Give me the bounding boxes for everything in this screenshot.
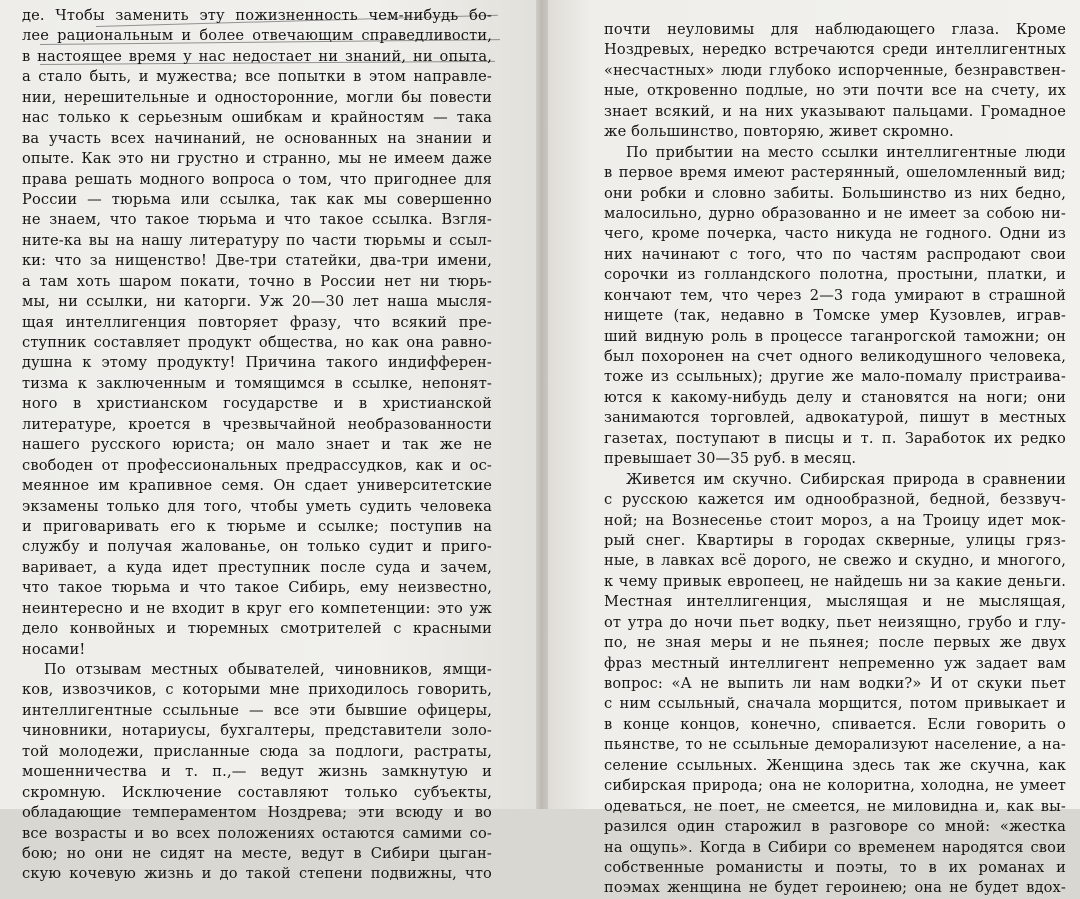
text-line: ные, в лавках всё дорого, не свежо и скудно, и многого, <box>604 552 1066 570</box>
text-line: все возрасты и во всех положениях остаются самими со- <box>22 824 492 842</box>
text-line: Ноздревых, нередко встречаются среди интеллигентных <box>604 41 1066 59</box>
text-line: ший видную роль в процессе таганрогской таможни; он <box>604 327 1066 345</box>
text-line: душна к этому продукту! Причина такого индифферен- <box>22 354 492 372</box>
text-line: экзамены только для того, чтобы уметь судить человека <box>22 497 492 515</box>
text-line: нашего русского юриста; он мало знает и так же не <box>22 436 492 454</box>
text-line: пьянстве, то не ссыльные деморализуют население, а на- <box>604 736 1066 754</box>
text-line: ки: что за нищенство! Две-три статейки, два-три имени, <box>22 252 492 270</box>
text-line: знает всякий, и на них указывают пальцами. Громадное <box>604 102 1066 120</box>
text-line: что такое тюрьма и что такое Сибирь, ему неизвестно, <box>22 579 492 597</box>
text-line: тоже из ссыльных); другие же мало-помалу пристраива- <box>604 368 1066 386</box>
text-line: скромную. Исключение составляют только субъекты, <box>22 783 492 801</box>
text-line: рый снег. Квартиры в городах скверные, улицы гряз- <box>604 531 1066 549</box>
text-line: был похоронен на счет одного великодушного человека, <box>604 348 1066 365</box>
text-line: носами! <box>22 640 86 658</box>
text-line: ной; на Вознесенье стоит мороз, а на Троицу идет мок- <box>604 511 1066 529</box>
text-line: чиновники, нотариусы, бухгалтеры, представители золо- <box>22 722 492 740</box>
text-line: газетах, поступают в писцы и т. п. Заработок их редко <box>604 429 1066 447</box>
text-line: почти неуловимы для наблюдающего глаза. Кроме <box>604 21 1066 38</box>
text-line: России — тюрьма или ссылка, так как мы совершенно <box>22 190 492 208</box>
text-line: а там хоть шаром покати, точно в России нет ни тюрь- <box>22 272 492 290</box>
right-page-text <box>604 20 1066 899</box>
text-line: тизма к заключенным и томящимся в ссылке, непонят- <box>22 374 492 392</box>
text-line: щая интеллигенция повторяет фразу, что всякий пре- <box>22 313 492 331</box>
text-line: ва участь всех начинаний, не основанных на знании и <box>22 129 492 147</box>
text-line: «несчастных» люди глубоко испорченные, безнравствен- <box>604 61 1066 79</box>
text-line: мы, ни ссылки, ни каторги. Уж 20—30 лет наша мысля- <box>22 293 492 311</box>
text-line: неинтересно и не входит в круг его компетенции: это уж <box>22 599 492 617</box>
text-line: поэмах женщина не будет героинею; она не будет вдох- <box>604 879 1066 897</box>
text-line: службу и получая жалованье, он только судит и приго- <box>22 538 492 556</box>
text-line: варивает, а куда идет преступник после суда и зачем, <box>22 558 492 576</box>
text-line: а стало быть, и мужества; все попытки в этом направле- <box>22 68 492 86</box>
text-line: и приговаривать его к тюрьме и ссылке; поступив на <box>22 517 492 535</box>
text-line: Местная интеллигенция, мыслящая и не мыслящая, <box>604 593 1066 611</box>
text-line: интеллигентные ссыльные — все эти бывшие офицеры, <box>22 701 492 719</box>
book-gutter <box>536 0 548 809</box>
text-line: они робки и словно забиты. Большинство из них бедно, <box>604 184 1066 202</box>
text-line: права решать модного вопроса о том, что пригоднее для <box>22 170 492 188</box>
text-line: ного в христианском государстве и в христианской <box>22 395 492 413</box>
text-line: обладающие темпераментом Ноздрева; эти всюду и во <box>22 804 492 822</box>
text-line: с ним ссыльный, сначала морщится, потом привыкает и <box>604 695 1066 713</box>
text-line: вопрос: «А не выпить ли нам водки?» И от скуки пьет <box>604 675 1066 692</box>
text-line: дело конвойных и тюремных смотрителей с красными <box>22 620 492 638</box>
text-line: нии, нерешительные и односторонние, могли бы повести <box>22 88 492 106</box>
text-line: собственные романисты и поэты, то в их романах и <box>604 858 1066 876</box>
left-page <box>0 0 536 883</box>
text-line: разился один старожил в разговоре со мной: «жестка <box>604 818 1066 836</box>
text-line: же большинство, повторяю, живет скромно. <box>604 123 954 141</box>
text-line: в конце концов, конечно, спивается. Если говорить о <box>604 715 1066 733</box>
text-line: опыте. Как это ни грустно и странно, мы не имеем даже <box>22 150 492 168</box>
text-line: ступник составляет продукт общества, но как она равно- <box>22 334 492 351</box>
text-line: одеваться, не поет, не смеется, не миловидна и, как вы- <box>604 797 1066 815</box>
text-line: Живется им скучно. Сибирская природа в сравнении <box>626 470 1066 488</box>
text-line: ются к какому-нибудь делу и становятся на ноги; они <box>604 388 1066 406</box>
text-line: свободен от профессиональных предрассудков, как и ос- <box>22 456 492 474</box>
text-line: малосильно, дурно образованно и не имеет за собою ни- <box>604 204 1066 222</box>
text-line: по, не зная меры и не пьянея; после первых же двух <box>604 634 1066 652</box>
text-line: де. Чтобы заменить эту пожизненность чем-нибудь бо- <box>22 7 492 24</box>
text-line: не знаем, что такое тюрьма и что такое ссылка. Взгля- <box>22 211 492 229</box>
text-line: ните-ка вы на нашу литературу по части тюрьмы и ссыл- <box>22 231 492 249</box>
text-line: По прибытии на место ссылки интеллигентные люди <box>626 143 1066 161</box>
right-page <box>548 0 1080 897</box>
text-line: той молодежи, присланные сюда за подлоги, растраты, <box>22 742 492 760</box>
text-line: ков, извозчиков, с которыми мне приходилось говорить, <box>22 681 492 699</box>
text-line: сибирская природа; она не колоритна, холодна, не умеет <box>604 777 1066 795</box>
text-line: ные, откровенно подлые, но эти почти все на счету, их <box>604 82 1066 100</box>
text-line: нас только к серьезным ошибкам и крайностям — така <box>22 109 492 127</box>
text-line: нищете (так, недавно в Томске умер Кузовлев, играв- <box>604 307 1066 325</box>
text-line: от утра до ночи пьет водку, пьет неизящно, грубо и глу- <box>604 613 1066 631</box>
text-line: фраз местный интеллигент непременно уж задает вам <box>604 654 1066 672</box>
text-line: занимаются торговлей, адвокатурой, пишут в местных <box>604 409 1066 427</box>
text-line: с русскою кажется им однообразной, бедной, беззвуч- <box>604 491 1066 509</box>
text-line: По отзывам местных обывателей, чиновников, ямщи- <box>44 661 492 678</box>
text-line: в первое время имеют растерянный, ошеломленный вид; <box>604 164 1066 182</box>
text-line: них начинают с того, что по частям распродают свои <box>604 245 1066 263</box>
text-line: меянное им крапивное семя. Он сдает университетские <box>22 477 492 495</box>
text-line: в настоящее время у нас недостает ни знаний, ни опыта, <box>22 47 492 65</box>
text-line: скую кочевую жизнь и до такой степени подвижны, что <box>22 865 492 883</box>
text-line: мошенничества и т. п.,— ведут жизнь замкнутую и <box>22 763 492 781</box>
text-line: чего, кроме почерка, часто никуда не годного. Одни из <box>604 225 1066 243</box>
text-line: на ощупь». Когда в Сибири со временем народятся свои <box>604 838 1066 856</box>
text-line: сорочки из голландского полотна, простыни, платки, и <box>604 266 1066 284</box>
text-line: литературе, кроется в чрезвычайной необразованности <box>22 415 492 433</box>
left-page-text <box>22 6 492 885</box>
text-line: кончают тем, что через 2—3 года умирают в страшной <box>604 286 1066 304</box>
text-line: превышает 30—35 руб. в месяц. <box>604 450 857 468</box>
text-line: селение ссыльных. Женщина здесь так же скучна, как <box>604 756 1066 774</box>
text-line: лее рациональным и более отвечающим справедливости, <box>22 27 492 45</box>
text-line: к чему привык европеец, не найдешь ни за какие деньги. <box>604 572 1066 590</box>
text-line: бою; но они не сидят на месте, ведут в Сибири цыган- <box>22 844 492 862</box>
